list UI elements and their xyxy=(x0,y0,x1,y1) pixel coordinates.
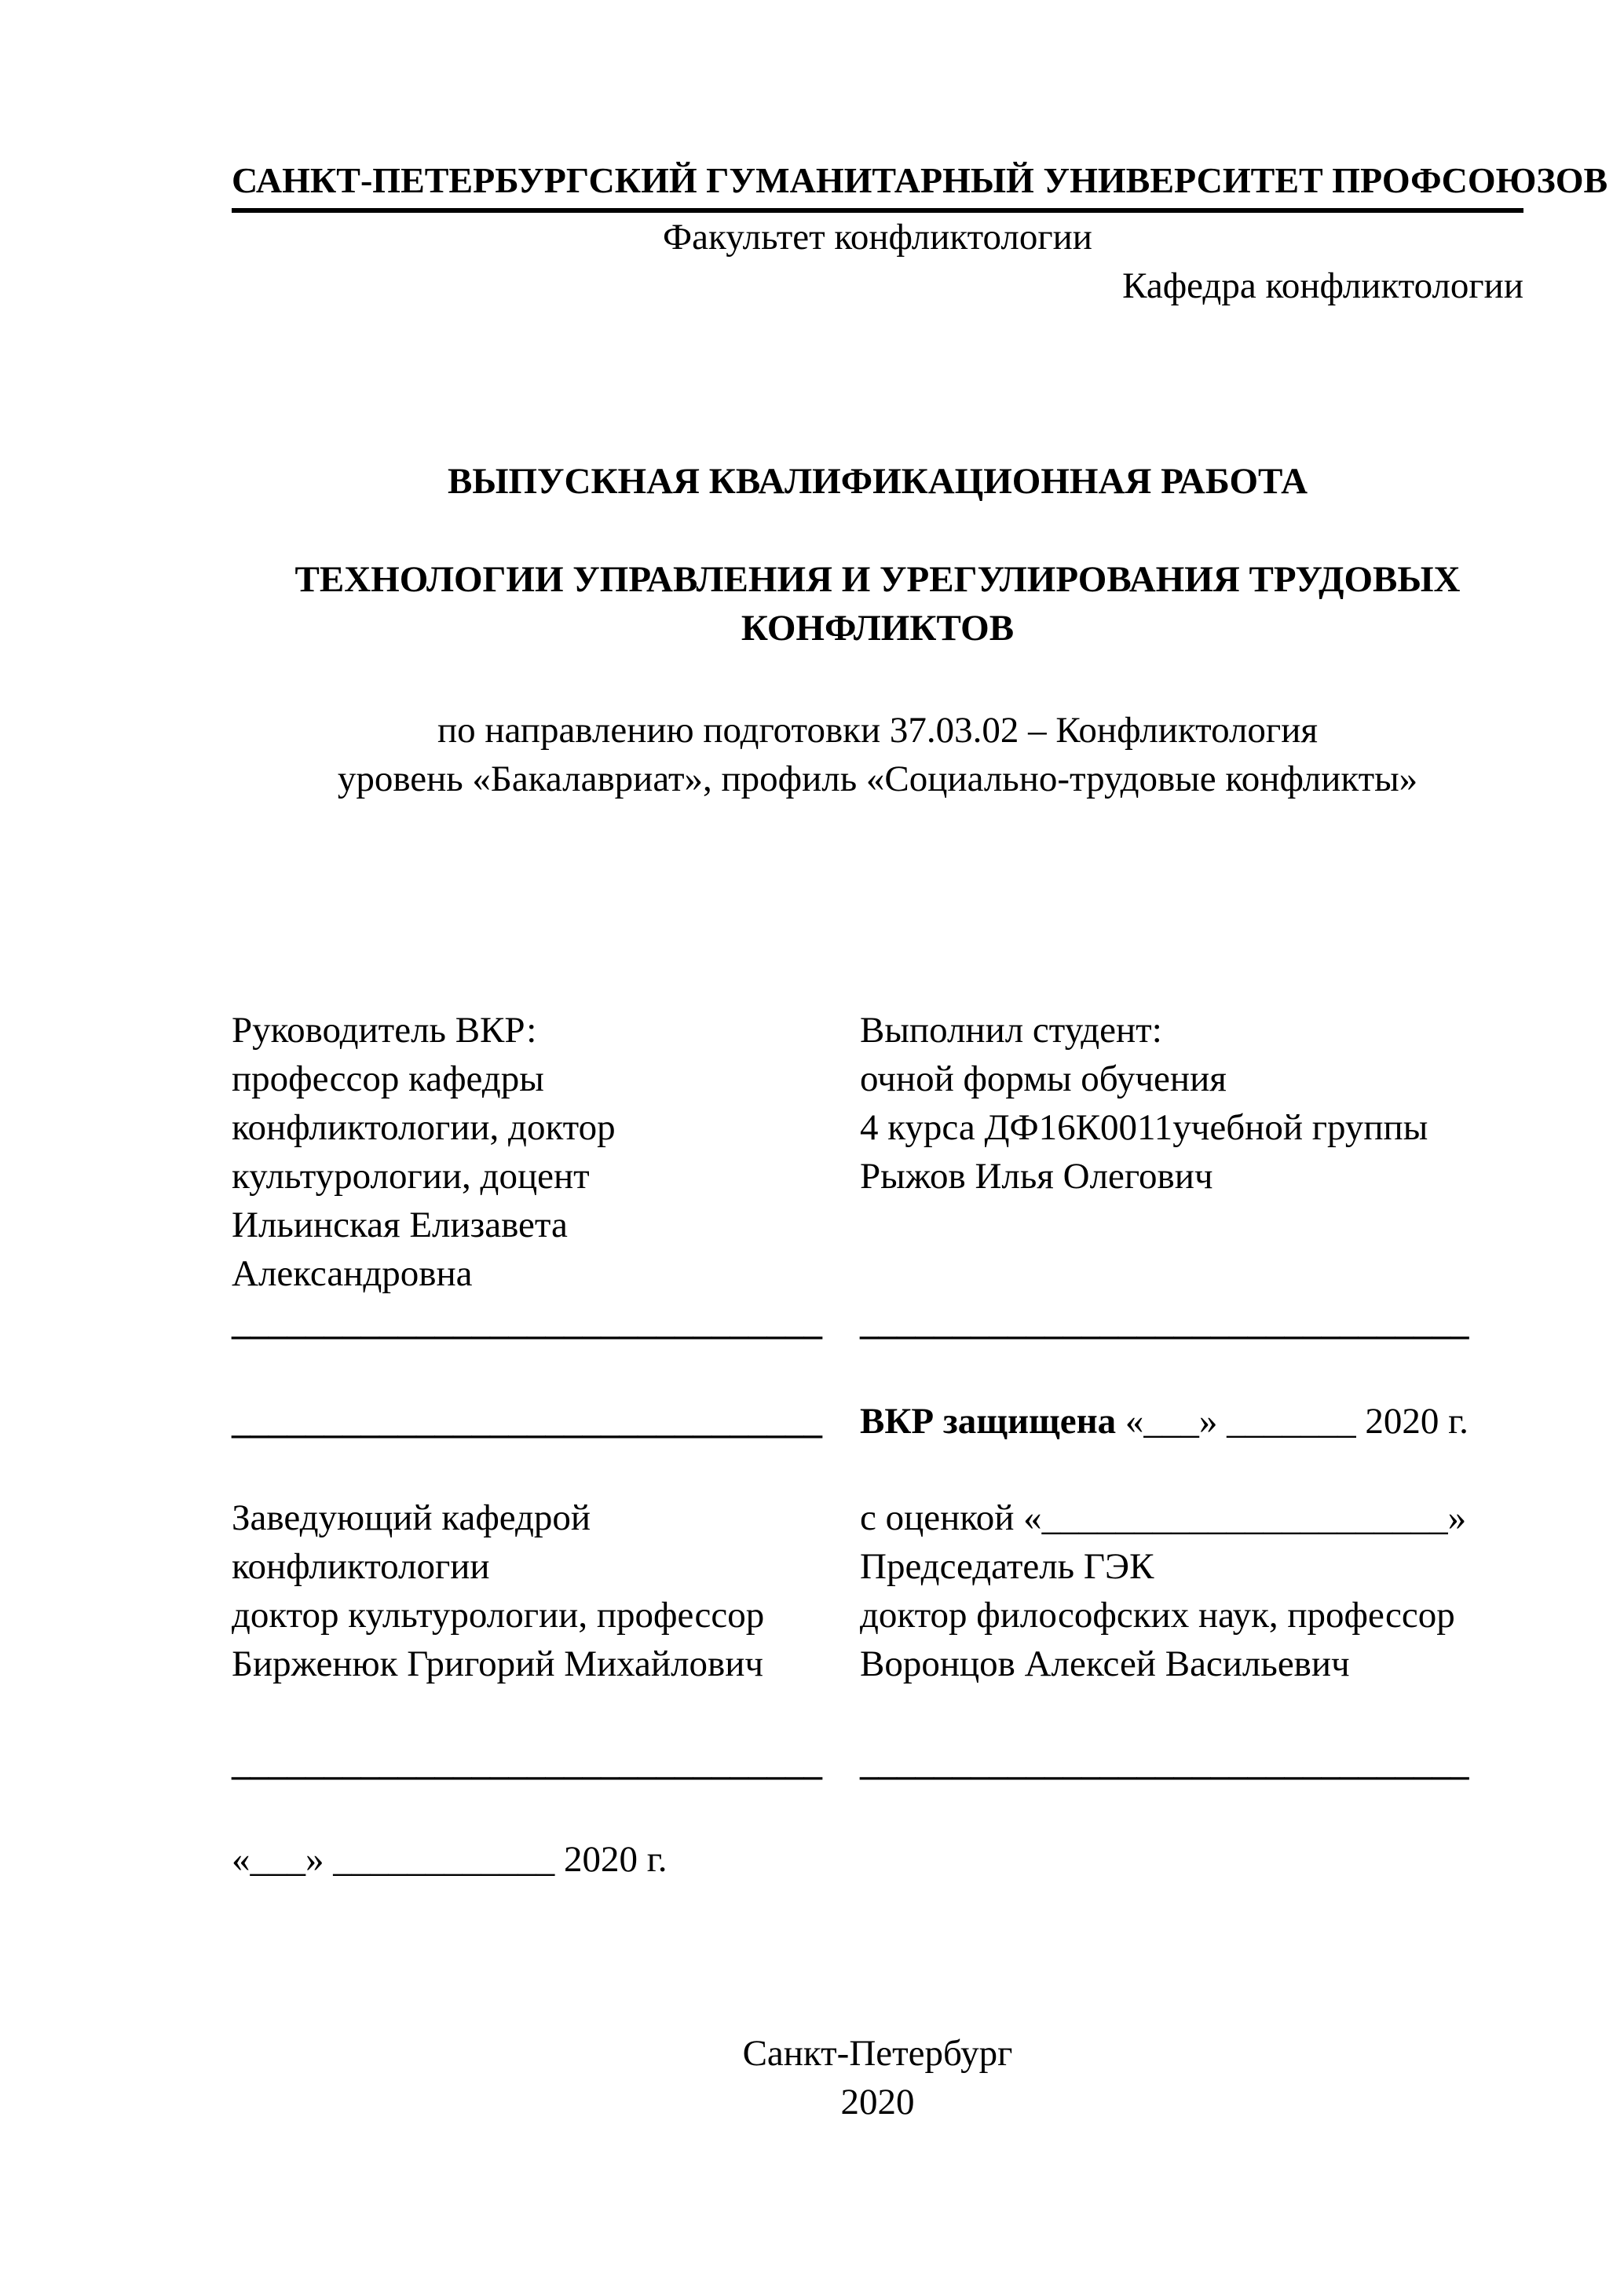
chair-degree: доктор философских наук, профессор xyxy=(860,1595,1455,1636)
chair-name: Воронцов Алексей Васильевич xyxy=(860,1643,1350,1684)
gek-chair-column xyxy=(860,1493,1523,1688)
year: 2020 xyxy=(840,2082,915,2122)
signature-row-1 xyxy=(232,1298,1523,1347)
date-blank-line: «___» ____________ 2020 г. xyxy=(232,1839,668,1880)
student-column xyxy=(860,1006,1523,1201)
student-role: Выполнил студент: xyxy=(860,1010,1162,1051)
program-block xyxy=(232,706,1523,803)
supervisor-line: конфликтологии, доктор xyxy=(232,1107,616,1148)
supervisor-name: Александровна xyxy=(232,1253,473,1294)
program-level: уровень «Бакалавриат», профиль «Социально-трудовые конфликты» xyxy=(337,759,1418,799)
head-of-department-column xyxy=(232,1493,860,1688)
head-role: Заведующий кафедрой xyxy=(232,1497,591,1538)
student-line: очной формы обучения xyxy=(860,1058,1227,1099)
program-direction: по направлению подготовки 37.03.02 – Конфликтология xyxy=(437,710,1318,751)
defense-date-blank: «___» _______ 2020 г. xyxy=(1116,1401,1469,1442)
defense-row xyxy=(232,1397,1523,1446)
head-name: Бирженюк Григорий Михайлович xyxy=(232,1643,764,1684)
student-name: Рыжов Илья Олегович xyxy=(860,1156,1213,1197)
head-role: конфликтологии xyxy=(232,1546,490,1587)
supervisor-column xyxy=(232,1006,860,1298)
defense-label: ВКР защищена xyxy=(860,1401,1117,1442)
faculty-name: Факультет конфликтологии xyxy=(663,217,1092,258)
supervisor-name: Ильинская Елизавета xyxy=(232,1205,568,1245)
head-degree: доктор культурологии, профессор xyxy=(232,1595,765,1636)
grade-blank: с оценкой «______________________» xyxy=(860,1497,1467,1538)
supervisor-role: Руководитель ВКР: xyxy=(232,1010,537,1051)
student-group: 4 курса ДФ16К0011учебной группы xyxy=(860,1107,1428,1148)
supervisor-line: профессор кафедры xyxy=(232,1058,544,1099)
supervisor-signature-line-2: ________________________________ xyxy=(232,1401,822,1442)
supervisor-line: культурологии, доцент xyxy=(232,1156,590,1197)
city-name: Санкт-Петербург xyxy=(742,2033,1013,2074)
supervisor-signature-line: ________________________________ xyxy=(232,1302,822,1343)
defense-statement xyxy=(860,1397,1523,1446)
head-signature-line: ________________________________ xyxy=(232,1742,822,1783)
work-type-heading: ВЫПУСКНАЯ КВАЛИФИКАЦИОННАЯ РАБОТА xyxy=(447,461,1308,502)
chair-role: Председатель ГЭК xyxy=(860,1546,1154,1587)
student-signature-line: _________________________________ xyxy=(860,1302,1469,1343)
department-name: Кафедра конфликтологии xyxy=(1122,265,1523,306)
people-block xyxy=(232,1006,1523,1298)
university-name: САНКТ-ПЕТЕРБУРГСКИЙ ГУМАНИТАРНЫЙ УНИВЕРСИТЕТ ПРОФСОЮЗОВ xyxy=(232,160,1608,200)
signature-row-2 xyxy=(232,1738,1523,1787)
officials-block xyxy=(232,1493,1523,1688)
thesis-title: ТЕХНОЛОГИИ УПРАВЛЕНИЯ И УРЕГУЛИРОВАНИЯ ТРУДОВЫХ КОНФЛИКТОВ xyxy=(294,559,1461,649)
chair-signature-line: _________________________________ xyxy=(860,1742,1469,1783)
